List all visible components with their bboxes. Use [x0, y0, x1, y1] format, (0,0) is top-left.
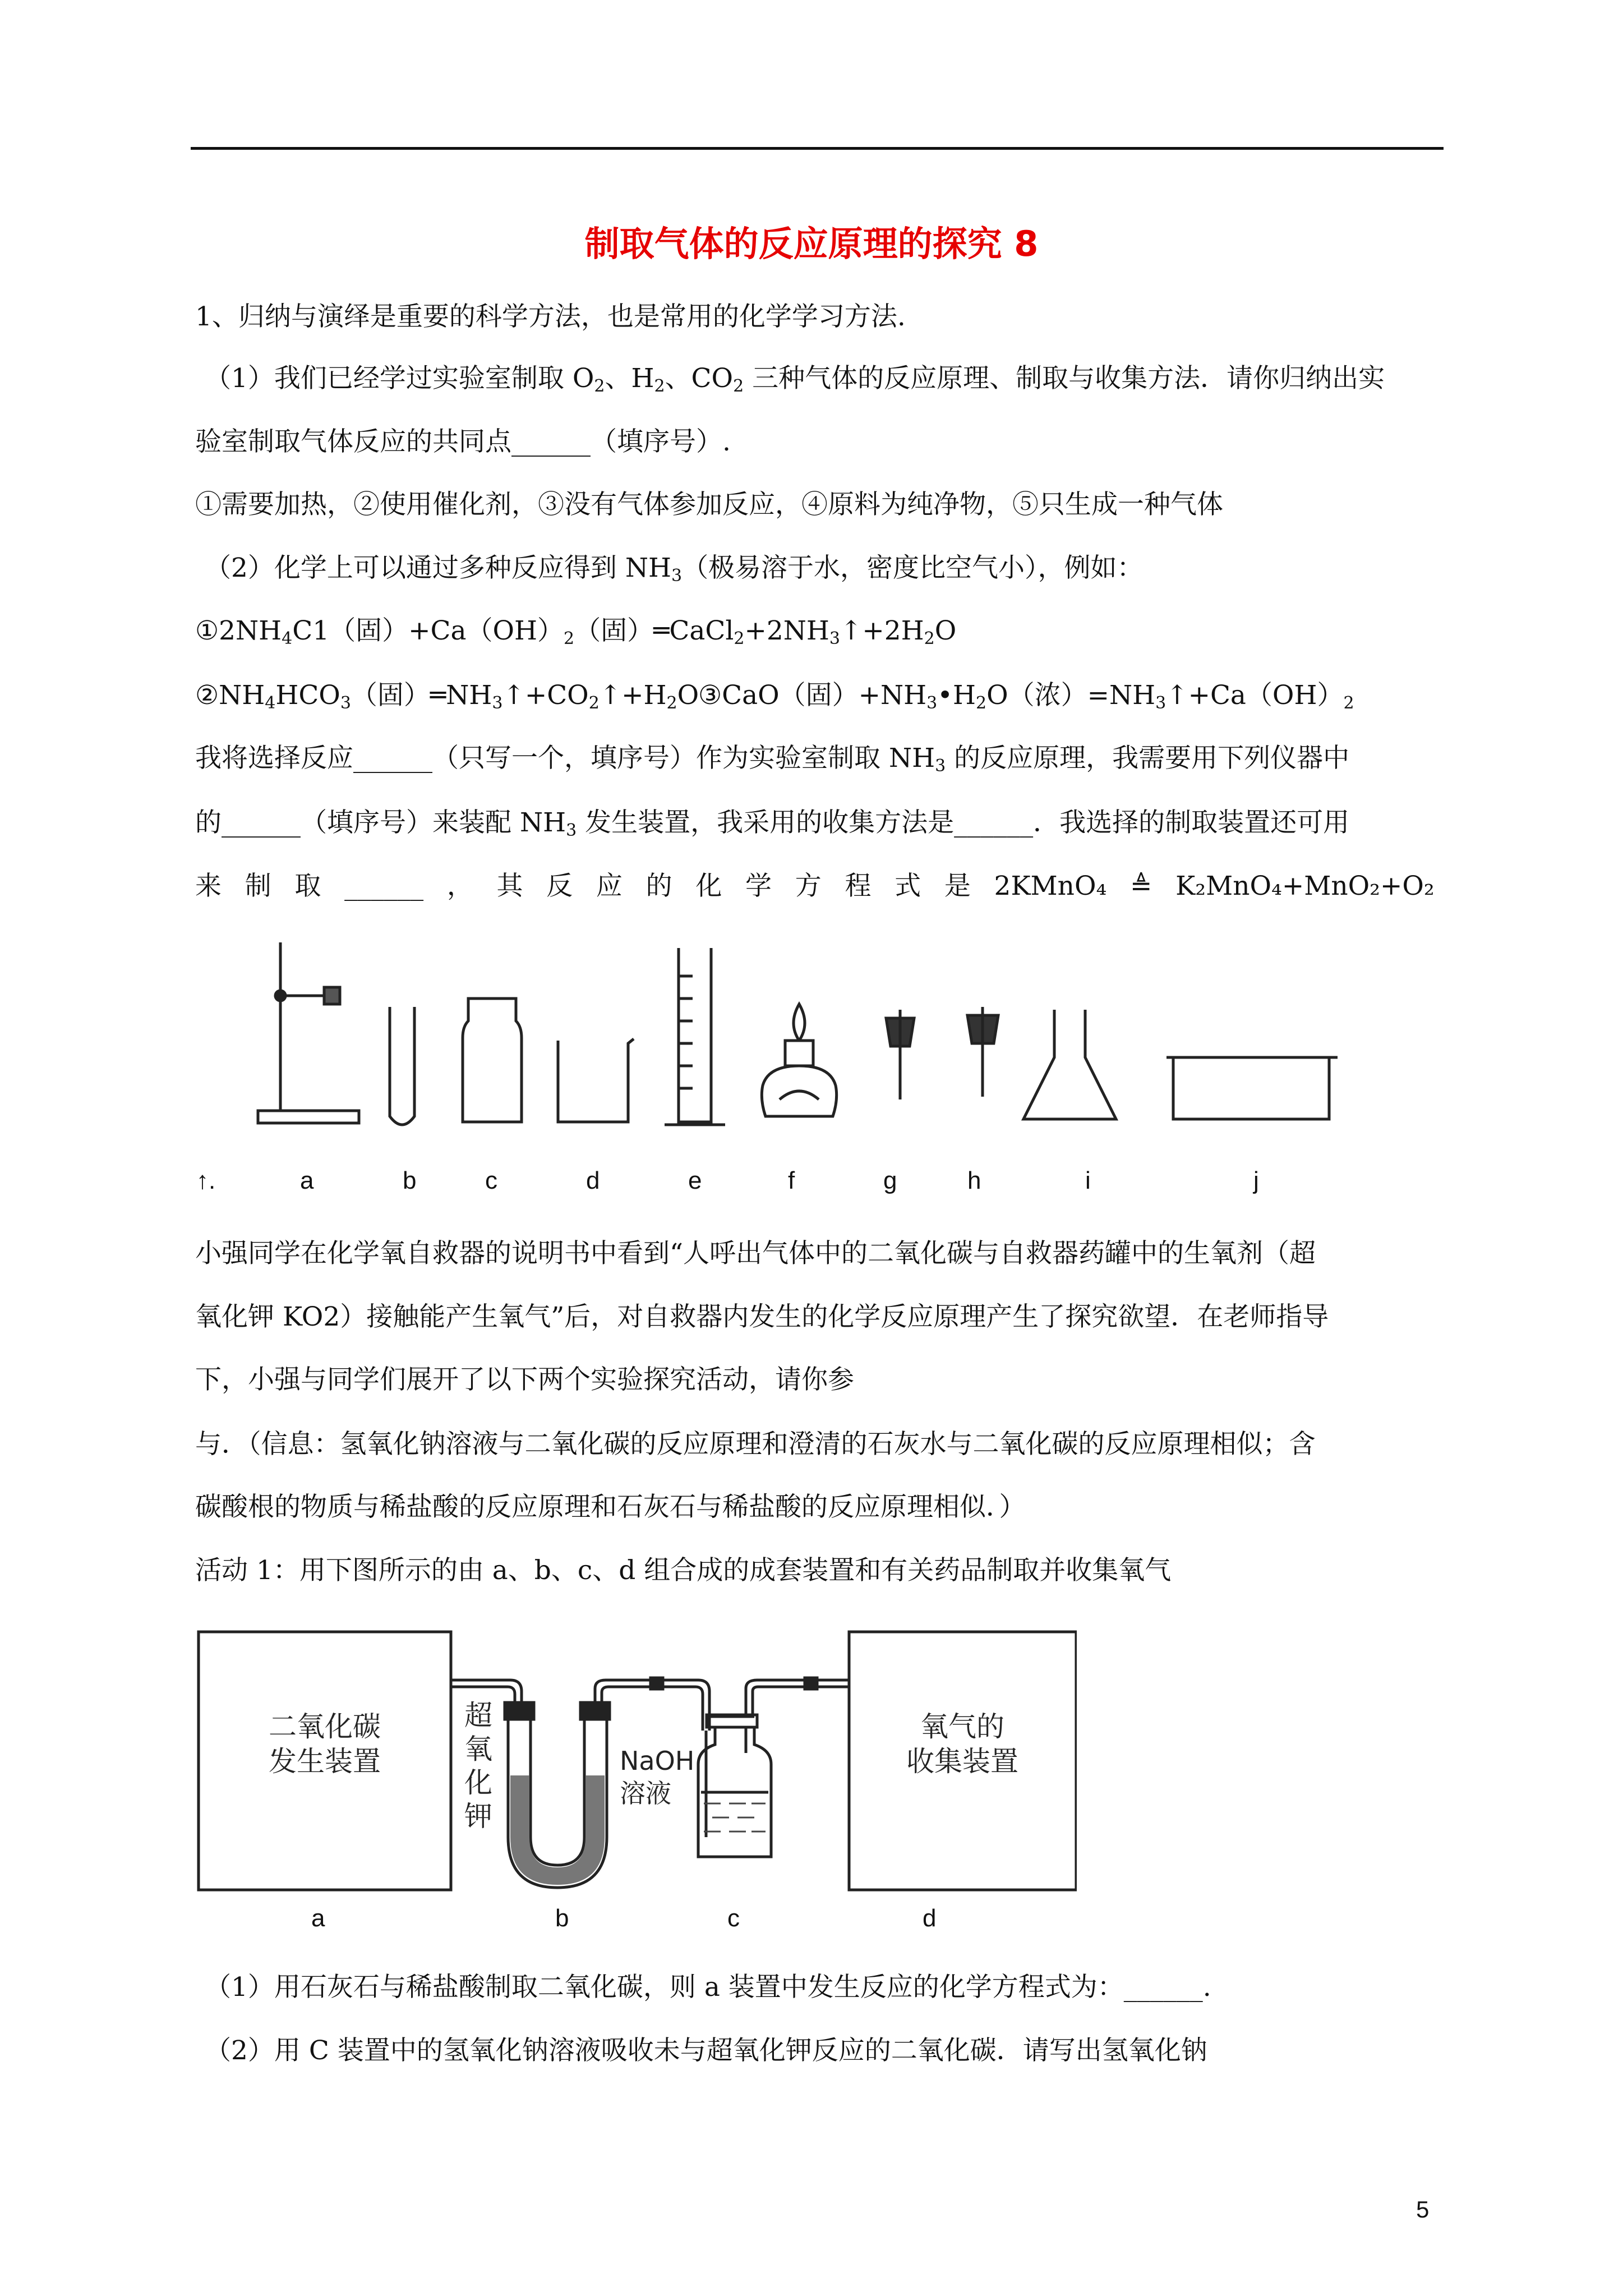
box-d-line1: 氧气的 [920, 1710, 1004, 1743]
gas-jar-icon [463, 999, 522, 1122]
u-tube-icon [505, 1703, 610, 1888]
naoh-label-1: NaOH [620, 1746, 695, 1776]
question-line-1: 我将选择反应______（只写一个，填序号）作为实验室制取 $NH_3$ 的反应原理，我需要用下列仪器中 [195, 743, 1350, 776]
apparatus-label-i: i [1085, 1167, 1091, 1194]
apparatus-label-d: d [586, 1167, 600, 1194]
stopper-tube-icon [967, 1007, 998, 1097]
stopper-tube-icon [886, 1010, 914, 1099]
header-rule [191, 147, 1444, 150]
q2-sub-question-1: （1）用石灰石与稀盐酸制取二氧化碳，则 a 装置中发生反应的化学方程式为：______. [205, 1972, 1211, 2003]
diagram-label-b: b [555, 1904, 569, 1932]
gas-washing-bottle-icon [698, 1715, 771, 1857]
q1-part2-line: （2）化学上可以通过多种反应得到 $NH_3$（极易溶于水，密度比空气小），例如： [205, 553, 1144, 586]
box-a-line1: 二氧化碳 [269, 1710, 381, 1743]
iron-stand-icon [258, 942, 359, 1123]
apparatus-label-g: g [883, 1167, 897, 1194]
reaction-3: ③CaO（固）$+NH_3•H_2O$（浓）$=NH_3↑+Ca(OH)_2$ [698, 680, 1354, 713]
question-line-2: 的______（填序号）来装配 $NH_3$ 发生装置，我采用的收集方法是______．我选择的制取装置还可用 [195, 807, 1350, 840]
box-d-line2: 收集装置 [906, 1745, 1018, 1778]
q1-part1-line1: （1）我们已经学过实验室制取 $O_2$、$H_2$、$CO_2$ 三种气体的反应原理、制取与收集方法．请你归纳出实 [205, 363, 1385, 396]
q2-line-6: 活动 1：用下图所示的由 a、b、c、d 组合成的成套装置和有关药品制取并收集氧气 [195, 1555, 1172, 1586]
koh-label-3: 化 [464, 1766, 492, 1799]
apparatus-label-f: f [788, 1167, 795, 1194]
alcohol-lamp-icon [762, 1004, 836, 1116]
reaction-1: $①2NH_4C1$（固）$+Ca(OH)_2$（固）$═CaCl_2+2NH_3↑+2H_2O$ [195, 615, 957, 648]
experiment-setup-diagram [191, 1624, 1077, 1899]
q2-sub-question-2: （2）用 C 装置中的氢氧化钠溶液吸收未与超氧化钾反应的二氧化碳．请写出氢氧化钠 [205, 2035, 1207, 2066]
q1-options: ①需要加热，②使用催化剂，③没有气体参加反应，④原料为纯净物，⑤只生成一种气体 [195, 489, 1223, 520]
graduated-cylinder-icon [665, 948, 725, 1125]
koh-label-1: 超 [464, 1699, 492, 1732]
arrow-mark: ↑. [196, 1167, 216, 1194]
page-number: 5 [1416, 2196, 1430, 2223]
apparatus-label-j: j [1253, 1167, 1259, 1194]
q1-part1-line2: 验室制取气体反应的共同点______（填序号）. [195, 426, 731, 457]
reaction-2: $②NH_4HCO_3$（固）$═NH_3↑+CO_2↑+H_2O$ [195, 680, 699, 713]
naoh-label-2: 溶液 [620, 1778, 671, 1809]
diagram-label-d: d [923, 1904, 937, 1932]
q2-line-5: 碳酸根的物质与稀盐酸的反应原理和石灰石与稀盐酸的反应原理相似．） [195, 1492, 1026, 1522]
apparatus-illustration [247, 931, 1368, 1144]
apparatus-label-c: c [485, 1167, 497, 1194]
apparatus-label-h: h [967, 1167, 981, 1194]
q2-line-3: 下，小强与同学们展开了以下两个实验探究活动，请你参 [195, 1364, 854, 1395]
q2-line-2: 氧化钾 KO2）接触能产生氧气”后，对自救器内发生的化学反应原理产生了探究欲望．在老师指导 [195, 1301, 1329, 1332]
apparatus-label-e: e [688, 1167, 702, 1194]
test-tube-icon [390, 1007, 414, 1125]
apparatus-label-a: a [300, 1167, 314, 1194]
question-line-3: 来 制 取 ______ ， 其 反 应 的 化 学 方 程 式 是 2KMnO₄ ≜ K₂MnO₄+MnO₂+O₂ [195, 871, 1435, 901]
apparatus-label-b: b [403, 1167, 417, 1194]
conical-flask-icon [1023, 1010, 1116, 1119]
q1-intro: 1、归纳与演绎是重要的科学方法，也是常用的化学学习方法. [195, 301, 906, 332]
beaker-icon [558, 1039, 634, 1122]
diagram-label-c: c [727, 1904, 740, 1932]
page-title: 制取气体的反应原理的探究 8 [584, 223, 1039, 264]
diagram-label-a: a [311, 1904, 325, 1932]
q2-line-4: 与．（信息：氢氧化钠溶液与二氧化碳的反应原理和澄清的石灰水与二氧化碳的反应原理相似；含 [195, 1429, 1316, 1460]
koh-label-4: 钾 [464, 1800, 492, 1833]
trough-icon [1166, 1057, 1338, 1119]
koh-label-2: 氧 [464, 1733, 492, 1765]
box-a-line2: 发生装置 [269, 1745, 381, 1778]
q2-line-1: 小强同学在化学氧自救器的说明书中看到“人呼出气体中的二氧化碳与自救器药罐中的生氧剂（超 [195, 1238, 1316, 1269]
